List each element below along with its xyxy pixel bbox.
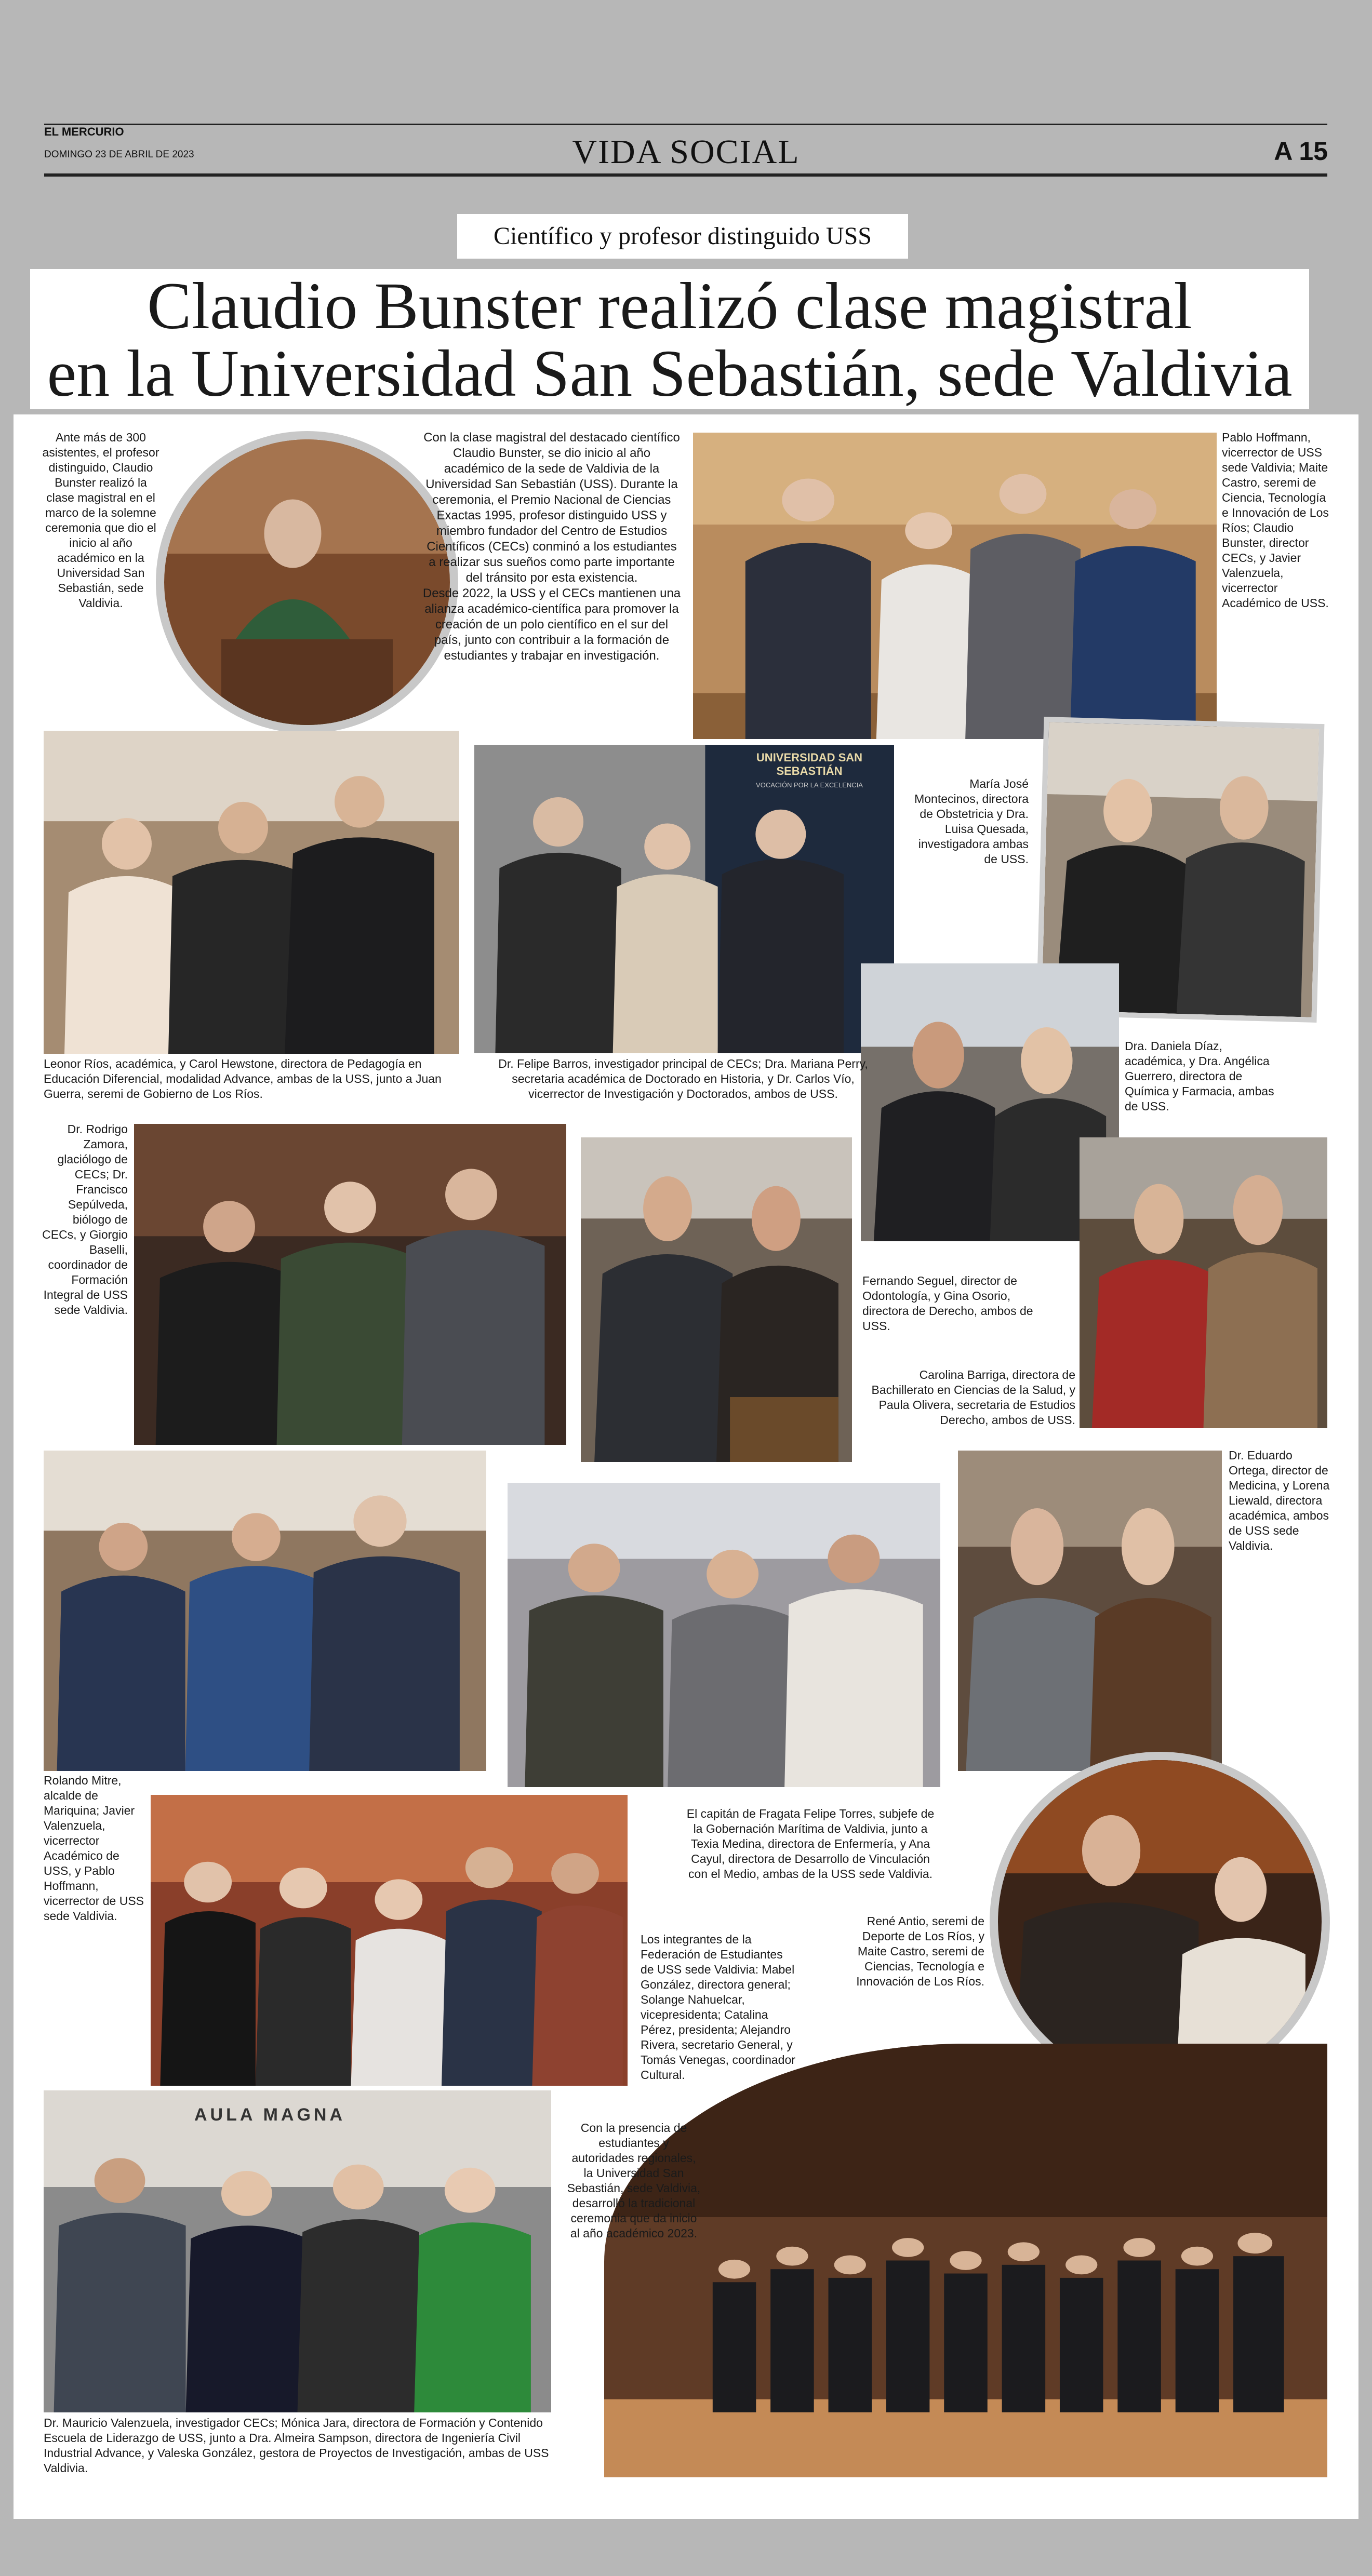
- caption-federacion-estudiantes: Los integrantes de la Federación de Estudiantes de USS sede Valdivia: Mabel González, directora general; Solange Nahuelcar, vicepresidenta; Catalina Pérez, presidenta; Alejandro Rivera, secretario General, y Tomás Venegas, coordinador Cultural.: [641, 1933, 795, 2082]
- headline-line-1: Claudio Bunster realizó clase magistral: [147, 269, 1192, 343]
- caption-torres-medina-cayul: El capitán de Fragata Felipe Torres, subjefe de la Gobernación Marítima de Valdivia, junto a Texia Medina, directora de Enfermería, y Ana Cayul, directora de Desarrollo de Vinculación con el Medio, ambas de la USS sede Valdivia.: [686, 1807, 935, 1881]
- caption-rios-hewstone: Leonor Ríos, académica, y Carol Hewstone, directora de Pedagogía en Educación Diferencial, modalidad Advance, ambas de la USS, junto a Juan Guerra, seremi de Gobierno de Los Ríos.: [44, 1057, 442, 1101]
- photo-barros-perry-vio: [474, 745, 894, 1053]
- caption-ortega-liewald: Dr. Eduardo Ortega, director de Medicina, y Lorena Liewald, directora académica, ambos de USS sede Valdivia.: [1229, 1448, 1330, 1552]
- header-top-rule: [44, 124, 1327, 125]
- photo-authorities-group: [693, 433, 1217, 739]
- photo-rios-hewstone-guerra: [44, 731, 459, 1054]
- photo-valenzuela-jara-sampson-gonzalez: [44, 2090, 551, 2412]
- headline-line-2: en la Universidad San Sebastián, sede Valdivia: [47, 337, 1293, 410]
- photo-ortega-liewald: [958, 1451, 1222, 1771]
- caption-hoffmann-castro-bunster: Pablo Hoffmann, vicerrector de USS sede Valdivia; Maite Castro, seremi de Ciencia, Tecnología e Innovación de Los Ríos; Claudio Bunster, director CECs, y Javier Valenzuela, vicerrector Académico de USS.: [1222, 431, 1329, 610]
- kicker: Científico y profesor distinguido USS: [457, 214, 908, 259]
- backdrop-motto: VOCACIÓN POR LA EXCELENCIA: [756, 781, 863, 789]
- caption-seguel-osorio: Fernando Seguel, director de Odontología, y Gina Osorio, directora de Derecho, ambos de USS.: [862, 1274, 1033, 1333]
- photo-antio-castro: [990, 1752, 1330, 2092]
- section-title: VIDA SOCIAL: [572, 133, 800, 171]
- article-body: [422, 430, 682, 664]
- photo-torres-medina-cayul: [508, 1483, 940, 1787]
- caption-presencia-ceremonia: Con la presencia de estudiantes y autoridades regionales, la Universidad San Sebastián, sede Valdivia, desarrolló la tradicional ceremonia que da inicio al año académico 2023.: [567, 2121, 701, 2240]
- photo-seguel-osorio: [581, 1137, 852, 1462]
- caption-antio-castro: René Antio, seremi de Deporte de Los Ríos, y Maite Castro, seremi de Ciencias, Tecnología e Innovación de Los Ríos.: [856, 1914, 984, 1988]
- photo-zamora-sepulveda-baselli: [134, 1124, 566, 1445]
- caption-mitre-valenzuela-hoffmann: Rolando Mitre, alcalde de Mariquina; Javier Valenzuela, vicerrector Académico de USS, y Pablo Hoffmann, vicerrector de USS sede Valdivia.: [44, 1774, 144, 1923]
- photo-audience-ceremony: [604, 2044, 1327, 2477]
- issue-date: DOMINGO 23 DE ABRIL DE 2023: [44, 149, 194, 160]
- caption-diaz-guerrero: Dra. Daniela Díaz, académica, y Dra. Angélica Guerrero, directora de Química y Farmacia, ambas de USS.: [1125, 1039, 1274, 1113]
- caption-zamora-sepulveda-baselli: Dr. Rodrigo Zamora, glaciólogo de CECs; Dr. Francisco Sepúlveda, biólogo de CECs, y Giorgio Baselli, coordinador de Formación Integral de USS sede Valdivia.: [42, 1122, 128, 1317]
- photo-bunster-podium: [156, 431, 458, 733]
- page-number: A 15: [1274, 137, 1328, 166]
- newspaper-name: EL MERCURIO: [44, 125, 124, 138]
- caption-montecinos-quesada: María José Montecinos, directora de Obstetricia y Dra. Luisa Quesada, investigadora ambas de USS.: [914, 777, 1029, 866]
- header-bottom-rule: [44, 173, 1327, 177]
- aula-magna-sign: AULA MAGNA: [194, 2105, 346, 2125]
- article-paragraph-2: Desde 2022, la USS y el CECs mantienen una alianza académico-científica para promover la creación de un polo científico en el sur del país, junto con contribuir a la formación de estudiantes y trabajar en investigación.: [422, 586, 681, 663]
- backdrop-university-name: UNIVERSIDAD SAN SEBASTIÁN: [756, 751, 863, 777]
- photo-mitre-valenzuela-hoffmann: [44, 1451, 486, 1771]
- photo-barriga-olivera: [1080, 1137, 1327, 1428]
- caption-valenzuela-jara-sampson: Dr. Mauricio Valenzuela, investigador CECs; Mónica Jara, directora de Formación y Contenido Escuela de Liderazgo de USS, junto a Dra. Almeira Sampson, directora de Ingeniería Civil Industrial Advance, y Valeska González, gestora de Proyectos de Investigación, ambas de USS Valdivia.: [44, 2416, 549, 2475]
- headline: [30, 269, 1309, 409]
- caption-intro: Ante más de 300 asistentes, el profesor distinguido, Claudio Bunster realizó la clase magistral en el marco de la solemne ceremonia que dio el inicio al año académico en la Universidad San Sebastián, sede Valdivia.: [42, 431, 159, 610]
- article-paragraph-1: Con la clase magistral del destacado científico Claudio Bunster, se dio inicio al año académico de la sede de Valdivia de la Universidad San Sebastián (USS). Durante la ceremonia, el Premio Nacional de Ciencias Exactas 1995, profesor distinguido USS y miembro fundador del Centro de Estudios Científicos (CECs) conminó a los estudiantes a realizar sus sueños como parte importante del tránsito por esta existencia.: [423, 431, 680, 585]
- photo-federacion-estudiantes: [151, 1795, 628, 2086]
- caption-barros-perry-vio: Dr. Felipe Barros, investigador principal de CECs; Dra. Mariana Perry, secretaria académica de Doctorado en Historia, y Dr. Carlos Vío, vicerrector de Investigación y Doctorados, ambos de USS.: [498, 1057, 868, 1101]
- caption-barriga-olivera: Carolina Barriga, directora de Bachillerato en Ciencias de la Salud, y Paula Olivera, secretaria de Estudios Derecho, ambos de USS.: [871, 1368, 1075, 1427]
